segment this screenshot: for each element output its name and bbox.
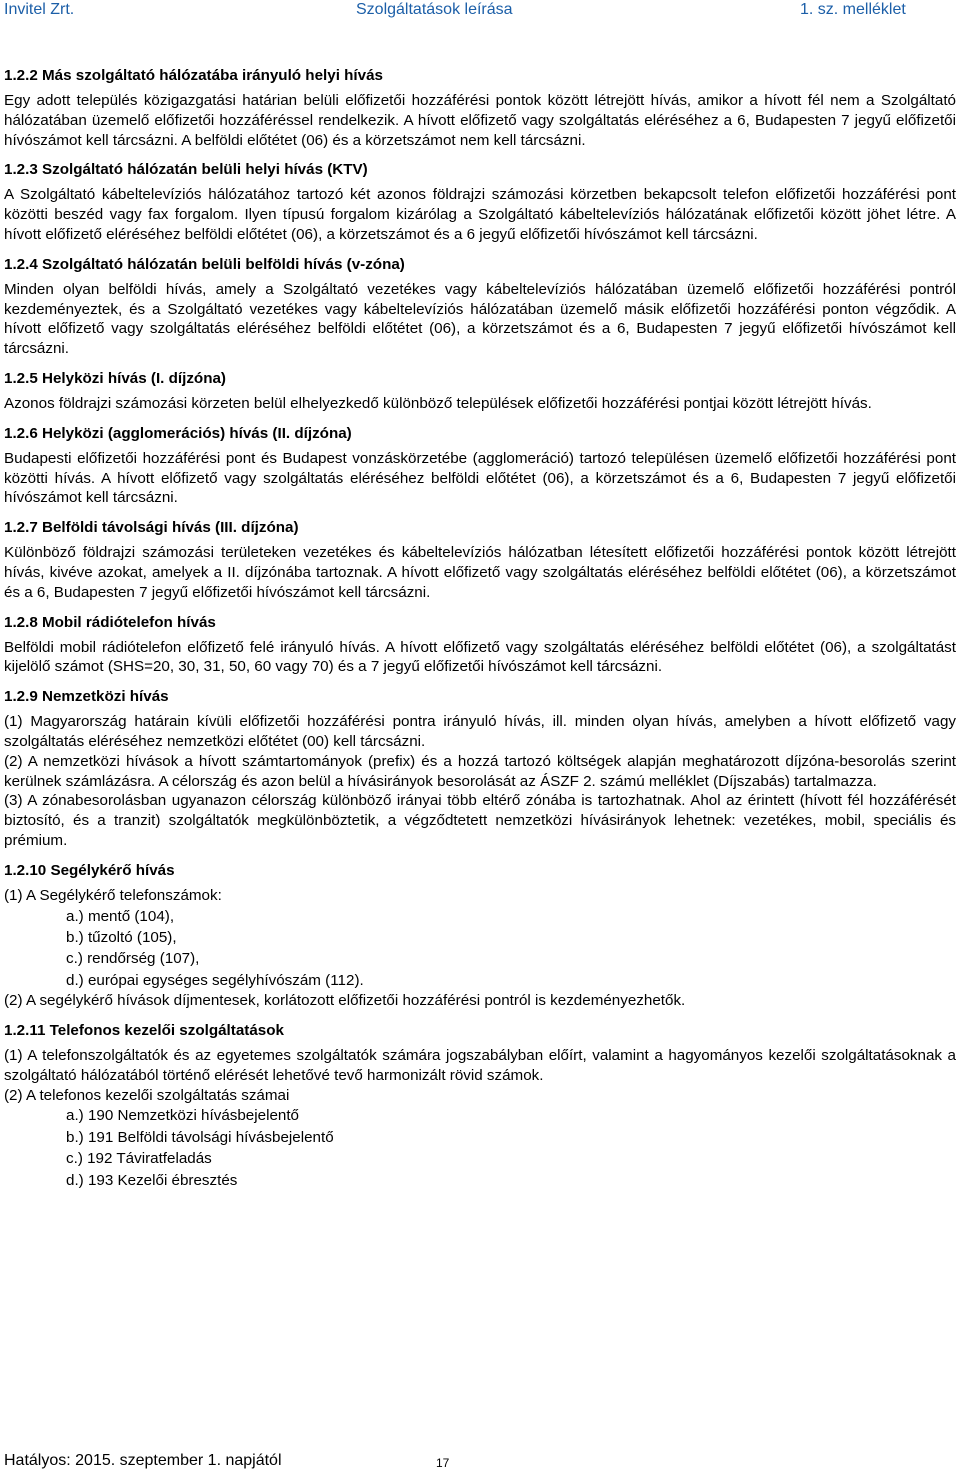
section-title: 1.2.2 Más szolgáltató hálózatába irányuló helyi hívás: [4, 67, 383, 84]
section-text: Minden olyan belföldi hívás, amely a Szolgáltató vezetékes vagy kábeltelevíziós hálózatában üzemelő előfizetői hozzáférési pontról kezdeményeztek, és a Szolgáltató vezetékes vagy kábeltelevíziós hálózatában üzemelő másik előfizetői hozzáférési ponton végződik. A hívott előfizető vagy szolgáltatás eléréséhez belföldi előtétet (06), a körzetszámot és a 6, Budapesten 7 jegyű előfizetői hívószámot kell tárcsázni.: [4, 280, 956, 358]
section-1-2-10: [4, 861, 956, 1011]
paragraph-3: (3) A zónabesorolásban ugyanazon célország különböző irányai több eltérő zónába is tartozhatnak. Ahol az érintett (hívott fél hozzáférését biztosító, és a tranzit) szolgáltatók megkülönböztetik, a végződtetett nemzetközi hívásirányok lehetnek: vezetékes, mobil, speciális és prémium.: [4, 792, 956, 849]
section-title: 1.2.9 Nemzetközi hívás: [4, 688, 169, 706]
list-item: d.) európai egységes segélyhívószám (112).: [66, 971, 364, 989]
section-title: 1.2.5 Helyközi hívás (I. díjzóna): [4, 369, 226, 387]
section-1-2-11: [4, 1021, 956, 1191]
section-title: 1.2.11 Telefonos kezelői szolgáltatások: [4, 1021, 284, 1039]
section-1-2-9: [4, 687, 956, 851]
list-item: b.) 191 Belföldi távolsági hívásbejelentő: [66, 1128, 334, 1146]
operator-number-list: [4, 1105, 956, 1191]
section-1-2-5: [4, 369, 956, 414]
section-1-2-3: [4, 160, 956, 244]
section-text: Különböző földrajzi számozási területeken vezetékes és kábeltelevíziós hálózatban létesített előfizetői hozzáférési pontok között létrejött hívás, kivéve azokat, amelyek a II. díjzónába tartoznak. A hívott előfizető vagy szolgáltatás eléréséhez belföldi előtétet (06), a körzetszámot és a 6, Budapesten 7 jegyű előfizetői hívószámot kell tárcsázni.: [4, 544, 956, 601]
section-text: A Szolgáltató kábeltelevíziós hálózatához tartozó két azonos földrajzi számozási körzetben bekapcsolt telefon előfizetői hozzáférési pont közötti beszéd vagy fax forgalom. Ilyen típusú forgalom kizárólag a Szolgáltató kábeltelevíziós hálózatának előfizetői között jöhet létre. A hívott előfizető eléréséhez belföldi előtétet (06), a körzetszámot és a 6 jegyű előfizetői hívószámot kell tárcsázni.: [4, 186, 956, 243]
section-title: 1.2.7 Belföldi távolsági hívás (III. díjzóna): [4, 519, 299, 537]
section-text: Azonos földrajzi számozási körzeten belül elhelyezkedő különböző települések előfizetői hozzáférési pontjai között létrejött hívás.: [4, 394, 872, 412]
page-header: [0, 0, 960, 24]
list-item: a.) 190 Nemzetközi hívásbejelentő: [66, 1107, 300, 1125]
section-title: 1.2.4 Szolgáltató hálózatán belüli belföldi hívás (v-zóna): [4, 255, 405, 273]
section-1-2-2: [4, 66, 956, 150]
section-1-2-8: [4, 613, 956, 678]
section-title: 1.2.3 Szolgáltató hálózatán belüli helyi hívás (KTV): [4, 161, 368, 179]
section-title: 1.2.10 Segélykérő hívás: [4, 861, 175, 879]
effective-date: Hatályos: 2015. szeptember 1. napjától: [4, 1452, 282, 1469]
paragraph-2: (2) A segélykérő hívások díjmentesek, korlátozott előfizetői hozzáférési pontról is kezdeményezhetők.: [4, 992, 686, 1010]
list-item: c.) 192 Táviratfeladás: [66, 1150, 212, 1168]
paragraph-2: (2) A nemzetközi hívások a hívott számtartományok (prefix) és a hozzá tartozó költségek alapján meghatározott díjzóna-besorolás szerint kerülnek számlázásra. A célország és azon belül a hívásirányok besorolását az ÁSZF 2. számú melléklet (Díjszabás) tartalmazza.: [4, 752, 956, 790]
list-item: b.) tűzoltó (105),: [66, 928, 177, 946]
header-company: Invitel Zrt.: [4, 1, 75, 18]
list-item: d.) 193 Kezelői ébresztés: [66, 1171, 238, 1189]
list-intro: (2) A telefonos kezelői szolgáltatás számai: [4, 1086, 290, 1104]
list-item: a.) mentő (104),: [66, 907, 175, 925]
section-1-2-7: [4, 518, 956, 602]
section-text: Egy adott település közigazgatási határian belüli előfizetői hozzáférési pontok között létrejött hívás, amikor a hívott fél nem a Szolgáltató hálózatában üzemelő előfizetői hozzáféréssel rendelkezik. A hívott előfizető vagy szolgáltatás eléréséhez a 6, Budapesten 7 jegyű előfizetői hívószámot kell tárcsázni. A belföldi előtétet (06) és a körzetszámot nem kell tárcsázni.: [4, 92, 956, 149]
emergency-number-list: [4, 906, 956, 992]
section-text: Budapesti előfizetői hozzáférési pont és Budapest vonzáskörzetébe (agglomeráció) tartozó településen üzemelő előfizetői hozzáférési pont közötti hívás. A hívott előfizető vagy szolgáltatás eléréséhez belföldi előtétet (06), a körzetszámot és a 6, Budapesten 7 jegyű előfizetői hívószámot kell tárcsázni.: [4, 449, 956, 507]
list-intro: (1) A Segélykérő telefonszámok:: [4, 886, 222, 904]
page-number: 17: [436, 1456, 450, 1470]
section-1-2-4: [4, 255, 956, 359]
document-body: [4, 66, 956, 1201]
page-footer: [0, 1451, 960, 1475]
header-title: Szolgáltatások leírása: [356, 1, 513, 18]
section-text: Belföldi mobil rádiótelefon előfizető felé irányuló hívás. A hívott előfizető vagy szolgáltatás eléréséhez belföldi előtétet (06), a szolgáltatást kijelölő számot (SHS=20, 30, 31, 50, 60 vagy 70) és a 7 jegyű előfizetői hívószámot kell tárcsázni.: [4, 638, 956, 676]
section-1-2-6: [4, 424, 956, 508]
header-annex: 1. sz. melléklet: [800, 1, 906, 18]
paragraph-1: (1) A telefonszolgáltatók és az egyetemes szolgáltatók számára jogszabályban előírt, valamint a hagyományos kezelői szolgáltatásoknak a szolgáltató hálózatából történő elérését lehetővé tevő harmonizált rövid számok.: [4, 1046, 956, 1084]
paragraph-1: (1) Magyarország határain kívüli előfizetői hozzáférési pontra irányuló hívás, ill. minden olyan hívás, amelyben a hívott előfizető vagy szolgáltatás eléréséhez nemzetközi előtétet (00) kell tárcsázni.: [4, 713, 956, 750]
section-title: 1.2.6 Helyközi (agglomerációs) hívás (II. díjzóna): [4, 424, 352, 442]
list-item: c.) rendőrség (107),: [66, 950, 200, 968]
section-title: 1.2.8 Mobil rádiótelefon hívás: [4, 613, 216, 631]
